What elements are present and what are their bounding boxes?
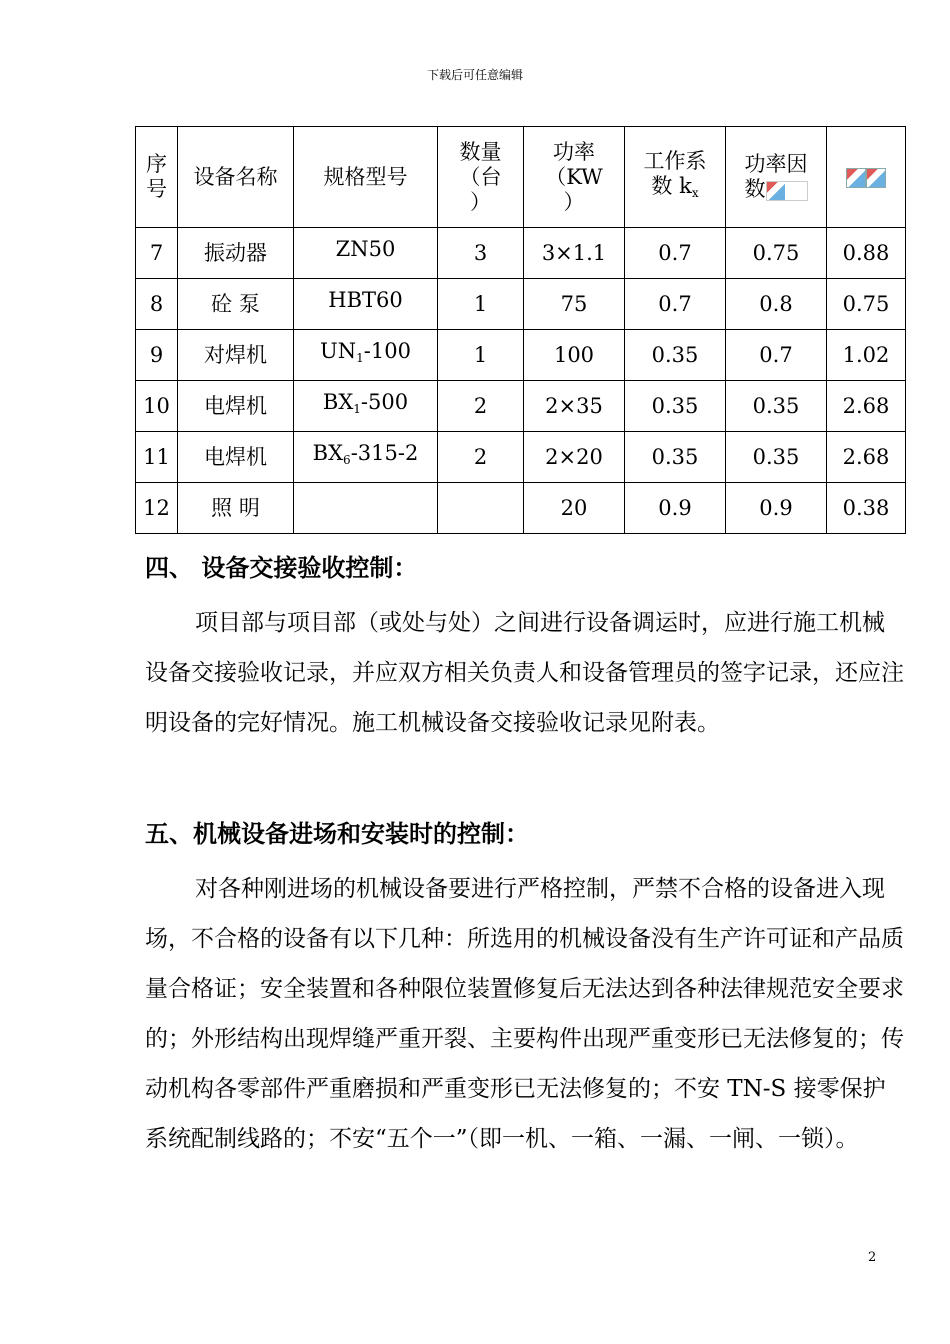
cell-seq: 9 [136,330,178,381]
page-number: 2 [868,1250,877,1265]
cell-name: 振动器 [178,228,294,279]
broken-image-icon [866,168,886,188]
cell-power: 2×35 [524,381,625,432]
cell-power: 2×20 [524,432,625,483]
broken-image-icon [766,181,808,201]
cell-seq: 7 [136,228,178,279]
cell-name: 电焊机 [178,381,294,432]
cell-kx: 0.7 [625,228,726,279]
cell-last: 0.88 [827,228,906,279]
cell-power-factor: 0.9 [726,483,827,534]
cell-seq: 8 [136,279,178,330]
table-row [136,381,906,432]
cell-kx: 0.35 [625,330,726,381]
cell-name: 电焊机 [178,432,294,483]
cell-name: 照 明 [178,483,294,534]
cell-qty: 2 [438,381,524,432]
section-title-5: 五、机械设备进场和安装时的控制： [145,820,529,848]
cell-power-factor: 0.35 [726,432,827,483]
cell-power-factor: 0.75 [726,228,827,279]
cell-last: 2.68 [827,381,906,432]
cell-qty: 1 [438,330,524,381]
cell-name: 对焊机 [178,330,294,381]
table-row [136,228,906,279]
table-row [136,279,906,330]
cell-qty [438,483,524,534]
cell-power-factor: 0.8 [726,279,827,330]
cell-qty: 1 [438,279,524,330]
cell-last: 0.75 [827,279,906,330]
cell-last: 1.02 [827,330,906,381]
cell-spec: $BX_1-500$ [294,381,438,432]
cell-power: 75 [524,279,625,330]
cell-last: 0.38 [827,483,906,534]
cell-kx: 0.9 [625,483,726,534]
equipment-table [135,126,906,534]
header-kx: 工作系 数 $k_x$ [625,127,726,228]
cell-kx: 0.35 [625,432,726,483]
cell-power-factor: 0.7 [726,330,827,381]
cell-power: 20 [524,483,625,534]
broken-image-icon [846,168,866,188]
cell-power-factor: 0.35 [726,381,827,432]
header-power: 功率 （KW ） [524,127,625,228]
cell-spec: $BX_6-315-2$ [294,432,438,483]
header-name: 设备名称 [178,127,294,228]
cell-qty: 3 [438,228,524,279]
cell-power: 3×1.1 [524,228,625,279]
table-row [136,483,906,534]
cell-seq: 11 [136,432,178,483]
section-title-4: 四、 设备交接验收控制： [145,554,418,582]
cell-qty: 2 [438,432,524,483]
cell-spec: ZN50 [294,228,438,279]
header-note: 下载后可任意编辑 [426,68,523,82]
section-paragraph-4: 项目部与项目部（或处与处）之间进行设备调运时，应进行施工机械设备交接验收记录，并应双方相关负责人和设备管理员的签字记录，还应注明设备的完好情况。施工机械设备交接验收记录见附表。 [145,610,904,736]
cell-power: 100 [524,330,625,381]
cell-spec: HBT60 [294,279,438,330]
section-paragraph-5: 对各种刚进场的机械设备要进行严格控制，严禁不合格的设备进入现场，不合格的设备有以下几种：所选用的机械设备没有生产许可证和产品质量合格证；安全装置和各种限位装置修复后无法达到各种法律规范安全要求的；外形结构出现焊缝严重开裂、主要构件出现严重变形已无法修复的；传动机构各零部件严重磨损和严重变形已无法修复的；不安 TN-S 接零保护系统配制线路的；不安“五个一”（即一机、一箱、一漏、一闸、一锁）。 [145,876,904,1152]
cell-spec: $UN_1-100$ [294,330,438,381]
header-last [827,127,906,228]
cell-name: 砼 泵 [178,279,294,330]
cell-seq: 12 [136,483,178,534]
table-header-row [136,127,906,228]
table-row [136,432,906,483]
cell-kx: 0.7 [625,279,726,330]
header-power-factor: 功率因 数 [726,127,827,228]
table-row [136,330,906,381]
cell-last: 2.68 [827,432,906,483]
cell-kx: 0.35 [625,381,726,432]
header-spec: 规格型号 [294,127,438,228]
header-seq: 序 号 [136,127,178,228]
header-qty: 数量 （台 ） [438,127,524,228]
cell-seq: 10 [136,381,178,432]
cell-spec [294,483,438,534]
